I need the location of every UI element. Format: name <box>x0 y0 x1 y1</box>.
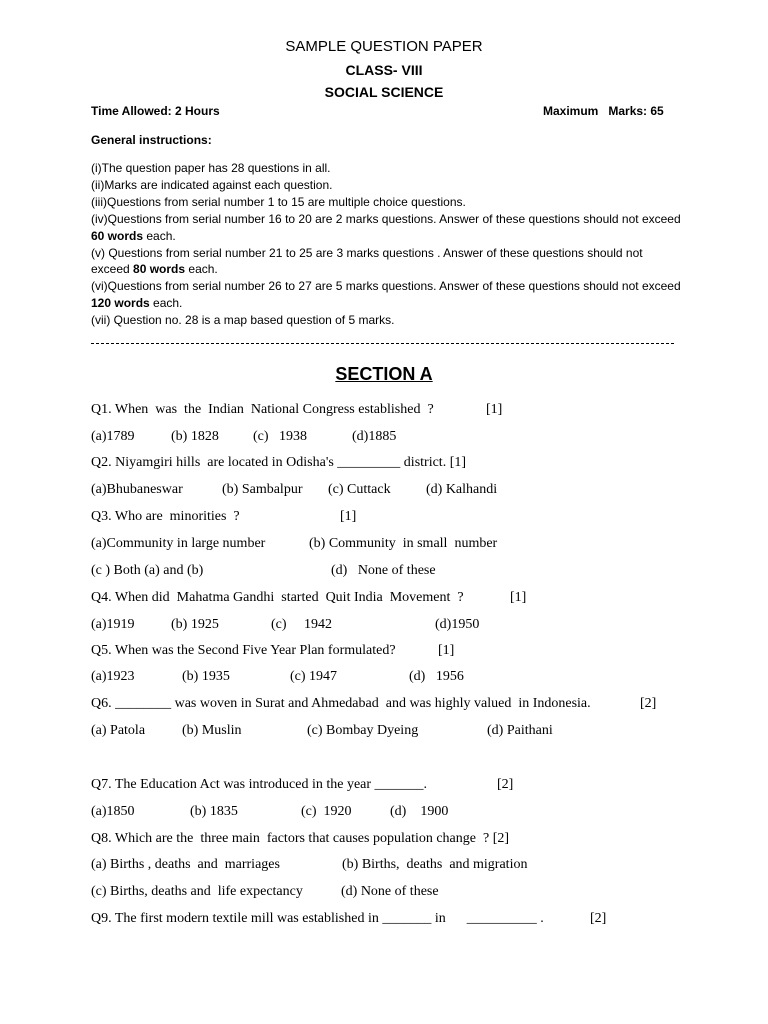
question-text: Q6. ________ was woven in Surat and Ahmedabad and was highly valued in Indonesia. <box>91 696 591 711</box>
option-a: (a)1919 <box>91 617 135 632</box>
option-c: (c) Cuttack <box>328 482 391 497</box>
maximum-marks: Maximum Marks: 65 <box>543 104 664 118</box>
question-marks: [1] <box>340 509 357 524</box>
instruction-item: (ii)Marks are indicated against each question. <box>91 177 333 192</box>
option-c: (c) 1920 <box>301 804 352 819</box>
instructions-title: General instructions: <box>91 133 212 147</box>
option-b: (b) 1828 <box>171 429 219 444</box>
option-d: (d) 1900 <box>390 804 449 819</box>
option-d: (d) Paithani <box>487 723 553 738</box>
option-b: (b) Muslin <box>182 723 242 738</box>
option-c: (c) Bombay Dyeing <box>307 723 419 738</box>
option-a: (a) Births , deaths and marriages <box>91 857 280 872</box>
instruction-item: (iv)Questions from serial number 16 to 20 are 2 marks questions. Answer of these questions should not exceed 60 words each. <box>91 211 681 243</box>
question-marks: [1] <box>438 643 455 658</box>
option-b: (b) 1925 <box>171 617 219 632</box>
option-a: (a)Bhubaneswar <box>91 482 183 497</box>
question-text: Q4. When did Mahatma Gandhi started Quit India Movement ? <box>91 590 464 605</box>
question-text: Q5. When was the Second Five Year Plan formulated? <box>91 643 396 658</box>
question-text: Q8. Which are the three main factors that causes population change ? [2] <box>91 831 510 846</box>
time-allowed: Time Allowed: 2 Hours <box>91 104 220 118</box>
option-d: (d) Kalhandi <box>426 482 498 497</box>
option-b: (b) Community in small number <box>309 536 498 551</box>
instructions-list <box>91 160 681 329</box>
instruction-item: (vi)Questions from serial number 26 to 27 are 5 marks questions. Answer of these questions should not exceed 120 words each. <box>91 279 681 311</box>
option-a: (a)1923 <box>91 669 135 684</box>
option-c: (c) Births, deaths and life expectancy <box>91 884 303 899</box>
paper-title: SAMPLE QUESTION PAPER <box>285 38 483 55</box>
option-d: (d) None of these <box>341 884 439 899</box>
instruction-item: (v) Questions from serial number 21 to 25 are 3 marks questions . Answer of these questions should not exceed 80 words each. <box>91 245 643 277</box>
class-label: CLASS- VIII <box>345 62 423 78</box>
option-c: (c ) Both (a) and (b) <box>91 563 204 578</box>
option-b: (b) Sambalpur <box>222 482 303 497</box>
option-d: (d)1885 <box>352 429 397 444</box>
option-c: (c) 1942 <box>271 617 333 632</box>
question-marks: [1] <box>510 590 527 605</box>
option-a: (a)Community in large number <box>91 536 266 551</box>
option-a: (a)1789 <box>91 429 135 444</box>
option-a: (a) Patola <box>91 723 146 738</box>
option-d: (d) 1956 <box>409 669 464 684</box>
option-b: (b) 1835 <box>190 804 238 819</box>
instruction-item: (i)The question paper has 28 questions in all. <box>91 161 331 175</box>
question-text: Q7. The Education Act was introduced in the year _______. <box>91 777 428 792</box>
option-d: (d)1950 <box>435 617 480 632</box>
option-d: (d) None of these <box>331 563 436 578</box>
question-marks: [2] <box>640 696 657 711</box>
question-marks: [2] <box>590 911 607 926</box>
question-marks: [1] <box>486 402 503 417</box>
option-c: (c) 1938 <box>253 429 308 444</box>
subject-label: SOCIAL SCIENCE <box>324 84 444 100</box>
instruction-item: (vii) Question no. 28 is a map based question of 5 marks. <box>91 313 395 328</box>
question-marks: [2] <box>497 777 514 792</box>
question-text: Q9. The first modern textile mill was established in _______ in __________ . <box>91 911 544 926</box>
instruction-item: (iii)Questions from serial number 1 to 15 are multiple choice questions. <box>91 194 466 209</box>
dashed-divider <box>91 343 674 344</box>
question-text: Q3. Who are minorities ? <box>91 509 240 524</box>
option-b: (b) 1935 <box>182 669 230 684</box>
option-c: (c) 1947 <box>290 669 338 684</box>
option-a: (a)1850 <box>91 804 135 819</box>
option-b: (b) Births, deaths and migration <box>342 857 528 872</box>
question-text: Q1. When was the Indian National Congress established ? <box>91 402 434 417</box>
section-title: SECTION A <box>335 364 433 384</box>
question-text: Q2. Niyamgiri hills are located in Odisha's _________ district. [1] <box>91 455 467 470</box>
